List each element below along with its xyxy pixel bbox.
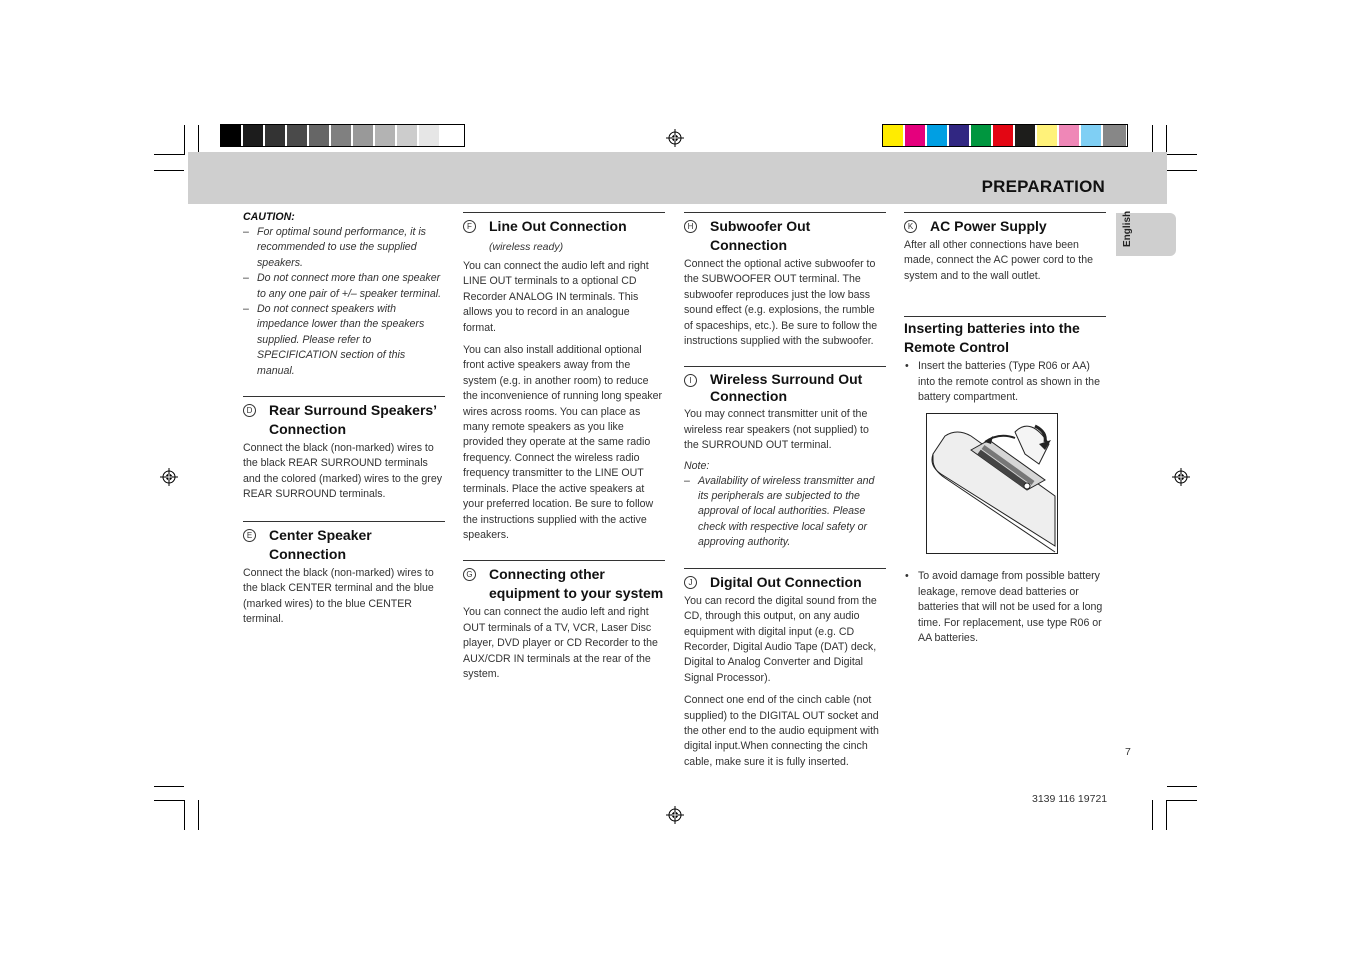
section-letter-icon: J [684, 576, 697, 589]
section-letter-icon: K [904, 220, 917, 233]
section-title: Subwoofer Out Connection [710, 218, 811, 253]
gray-swatch [353, 125, 374, 146]
page-title: PREPARATION [981, 177, 1105, 196]
column-2 [463, 212, 665, 682]
batteries-item: • To avoid damage from possible battery leakage, remove dead batteries or batteries that will not be used for a long time. For replacement, use type R06 or AA batteries. [904, 569, 1106, 646]
registration-mark-icon [666, 129, 684, 147]
color-swatch [971, 125, 992, 146]
batteries-title: Inserting batteries into the Remote Control [904, 320, 1080, 356]
registration-mark-icon [666, 806, 684, 824]
section-title: Rear Surround Speakers’ Connection [269, 402, 437, 438]
section-f-heading [463, 217, 665, 257]
section-rule [243, 396, 445, 397]
section-text: You can connect the audio left and right OUT terminals of a TV, VCR, Laser Disc player, DVD player or CD Recorder to the AUX/CDR IN terminals at the rear of the system. [463, 606, 658, 680]
column-1 [243, 211, 445, 627]
color-swatch [883, 125, 904, 146]
batteries-list [904, 359, 1106, 405]
section-title: Wireless Surround Out Connection [710, 371, 863, 405]
color-swatch [1037, 125, 1058, 146]
note-item: – Availability of wireless transmitter and its peripherals are subjected to the approval of local authorities. Please check with respective local safety or approving authority. [684, 474, 886, 551]
color-swatch [1059, 125, 1080, 146]
section-title: Center Speaker Connection [269, 526, 372, 562]
gray-swatch [397, 125, 418, 146]
gray-swatch [419, 125, 440, 146]
page-number: 7 [1125, 746, 1131, 758]
section-title: AC Power Supply [930, 218, 1047, 234]
section-rule [463, 560, 665, 561]
section-title: Connecting other equipment to your system [489, 566, 664, 602]
section-g-heading [463, 565, 665, 603]
section-rule [684, 366, 886, 367]
section-title-text: Line Out Connection [489, 218, 627, 234]
section-e-heading [243, 526, 445, 564]
crop-mark [1152, 800, 1153, 830]
crop-mark [1167, 170, 1197, 171]
section-rule [684, 212, 886, 213]
section-letter-icon: F [463, 220, 476, 233]
note-label: Note: [684, 459, 710, 472]
section-d-heading [243, 401, 445, 439]
caution-item: – Do not connect speakers with impedance lower than the speakers supplied. Please refer to SPECIFICATION section of this manual. [243, 302, 445, 379]
section-text: You may connect transmitter unit of the wireless rear speakers (not supplied) to the SURROUND OUT terminal. [684, 408, 869, 452]
section-subtitle: (wireless ready) [489, 241, 564, 253]
crop-mark [1152, 125, 1153, 155]
batteries-item: • Insert the batteries (Type R06 or AA) into the remote control as shown in the battery compartment. [904, 359, 1106, 405]
document-code: 3139 116 19721 [1032, 793, 1108, 805]
crop-mark [154, 154, 184, 155]
section-k-heading [904, 217, 1106, 236]
section-j-heading [684, 573, 886, 592]
section-letter-icon: G [463, 568, 476, 581]
section-rule [243, 521, 445, 522]
crop-mark [154, 170, 184, 171]
column-3 [684, 212, 886, 770]
caution-list [243, 225, 445, 379]
section-rule [463, 212, 665, 213]
crop-mark [154, 800, 184, 801]
crop-mark [198, 800, 199, 830]
remote-battery-image [927, 414, 1057, 553]
color-swatch [1103, 125, 1127, 146]
remote-control-illustration [926, 413, 1058, 554]
gray-swatch [243, 125, 264, 146]
gray-swatch [441, 125, 464, 146]
language-label: English [1122, 210, 1133, 247]
gray-swatch [265, 125, 286, 146]
color-swatch [1081, 125, 1102, 146]
crop-mark [1167, 154, 1197, 155]
caution-item: – Do not connect more than one speaker to any one pair of +/– speaker terminal. [243, 271, 445, 302]
section-text: You can also install additional optional front active speakers away from the system (e.g. in another room) to reduce the inconvenience of running long speaker wires across rooms. You can place as many remote speakers as you like provided they operate at the same radio frequency. Connect the wireless radio frequency transmitter to the LINE OUT terminals. Place the active speakers at your preferred location. Be sure to follow the instructions supplied with the active speakers. [463, 344, 663, 541]
section-title: Digital Out Connection [710, 573, 862, 590]
gray-swatch [309, 125, 330, 146]
section-rule [684, 568, 886, 569]
caution-title: CAUTION: [243, 211, 295, 223]
crop-mark [198, 125, 199, 155]
crop-mark [154, 786, 184, 787]
gray-swatch [287, 125, 308, 146]
crop-mark [1166, 125, 1167, 155]
gray-swatch [221, 125, 242, 146]
gray-swatch [331, 125, 352, 146]
registration-mark-icon [1172, 468, 1190, 486]
crop-mark [184, 800, 185, 830]
section-letter-icon: H [684, 220, 697, 233]
crop-mark [1167, 800, 1197, 801]
batteries-list [904, 569, 1106, 646]
color-swatch [949, 125, 970, 146]
registration-mark-icon [160, 468, 178, 486]
color-swatch [927, 125, 948, 146]
section-text: After all other connections have been made, connect the AC power cord to the system and to the wall outlet. [904, 239, 1094, 282]
section-title [489, 217, 665, 257]
language-tab [1116, 210, 1176, 256]
color-swatch [905, 125, 926, 146]
section-text: Connect the optional active subwoofer to the SUBWOOFER OUT terminal. The subwoofer reproduces just the low bass sound effect (e.g. explosions, the rumble of spaceships, etc.). Be sure to follow the instructions supplied with the subwoofer. [684, 258, 878, 348]
color-swatch [993, 125, 1014, 146]
color-swatch [1015, 125, 1036, 146]
section-i-heading [684, 371, 886, 405]
caution-item: – For optimal sound performance, it is recommended to use the supplied speakers. [243, 225, 445, 271]
section-letter-icon: I [684, 374, 697, 387]
section-text: Connect the black (non-marked) wires to the black CENTER terminal and the blue (marked wires) to the blue CENTER terminal. [243, 566, 434, 625]
crop-mark [1166, 800, 1167, 830]
section-h-heading [684, 217, 886, 255]
note-list [684, 474, 886, 551]
section-text: Connect one end of the cinch cable (not supplied) to the DIGITAL OUT socket and the other end to the audio equipment with digital input.When connecting the cinch cable, make sure it is fully inserted. [684, 694, 879, 768]
crop-mark [1167, 786, 1197, 787]
section-letter-icon: E [243, 529, 256, 542]
section-rule [904, 316, 1106, 317]
section-letter-icon: D [243, 404, 256, 417]
section-text: Connect the black (non-marked) wires to the black REAR SURROUND terminals and the colored (marked) wires to the grey REAR SURROUND terminals. [243, 442, 443, 501]
gray-swatch [375, 125, 396, 146]
crop-mark [184, 125, 185, 155]
section-text: You can record the digital sound from the CD, through this output, on any audio equipment with digital input (e.g. CD Recorder, Digital Audio Tape (DAT) deck, Digital to Analog Converter and Digital Signal Processor). [684, 594, 877, 684]
section-text: You can connect the audio left and right LINE OUT terminals to a optional CD Recorder ANALOG IN terminals. This allows you to record in an analogue format. [463, 260, 649, 334]
section-rule [904, 212, 1106, 213]
